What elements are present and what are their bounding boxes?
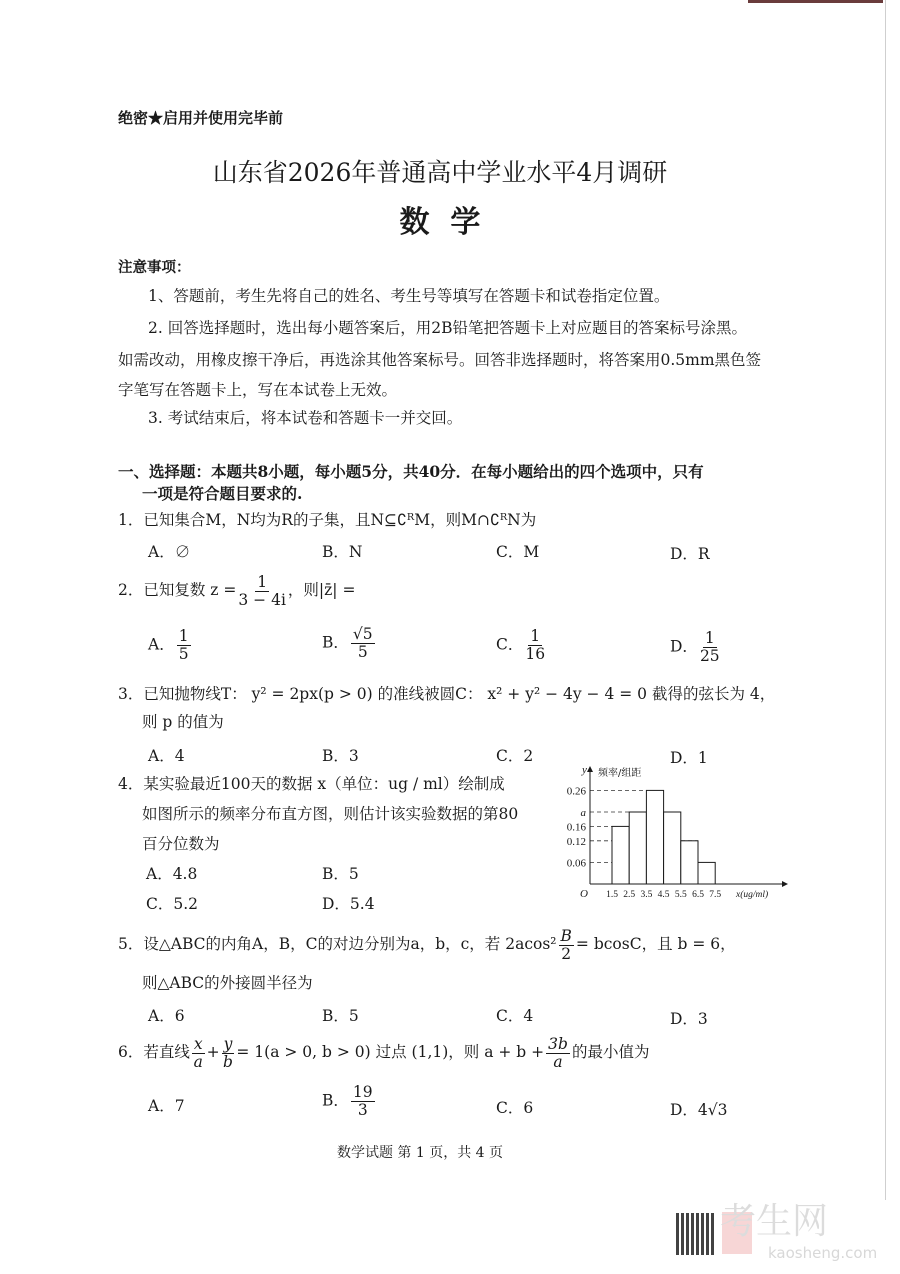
- histogram-bar: [629, 812, 646, 884]
- q6-b-frac: [351, 1084, 375, 1119]
- y-tick-label: 0.16: [566, 821, 586, 834]
- q6-f2-num: y: [223, 1034, 233, 1053]
- q3-option-a: A．4: [148, 747, 185, 765]
- q6-option-c: C．6: [496, 1099, 534, 1117]
- watermark-brand: 考生网: [720, 1201, 829, 1242]
- q6-option-a: A．7: [148, 1097, 185, 1115]
- q6-option-d: D．4√3: [670, 1101, 728, 1119]
- q6-frac-2: [222, 1036, 235, 1071]
- page-footer: 数学试题 第 1 页，共 4 页: [336, 1145, 504, 1161]
- x-axis-label: x(ug/ml): [736, 890, 769, 900]
- q6-f1-num: x: [193, 1034, 203, 1053]
- q3-option-b: B．3: [322, 747, 359, 765]
- x-tick-label: 2.5: [623, 890, 636, 900]
- q2-b-num: √5: [352, 625, 373, 643]
- x-axis-arrow: [782, 881, 788, 887]
- q5-frac: [559, 928, 574, 963]
- q2-option-b: [322, 626, 377, 661]
- frequency-histogram: [560, 764, 790, 904]
- y-tick-label: 0.26: [566, 785, 586, 798]
- q5-num: B: [560, 926, 572, 945]
- x-tick-label: 6.5: [692, 890, 704, 900]
- q1-option-a: A．∅: [148, 543, 191, 561]
- confidential-label: 绝密★启用并使用完毕前: [118, 109, 284, 127]
- q3-stem-cont: 则 p 的值为: [142, 713, 224, 731]
- q2-num: 1: [257, 572, 268, 591]
- y-axis-label: 频率/组距: [598, 768, 642, 779]
- histogram-bar: [698, 862, 715, 884]
- q2-d-frac: [700, 630, 720, 665]
- q6-post: 的最小值为: [571, 1043, 650, 1061]
- q5-option-b: B．5: [322, 1007, 359, 1025]
- histogram-bar: [681, 841, 698, 884]
- x-tick-label: 1.5: [606, 890, 618, 900]
- q5-pre: 5．设△ABC的内角A，B，C的对边分别为a，b，c，若 2acos²: [118, 935, 557, 953]
- q6-b-den: 3: [357, 1101, 368, 1119]
- q2-den: 3 − 4i: [238, 590, 286, 609]
- q6-b-label: B．: [322, 1091, 349, 1110]
- q4-option-a: A．4.8: [146, 865, 198, 883]
- q2-b-label: B．: [322, 633, 349, 652]
- scan-mark: [748, 0, 883, 3]
- q6-f3-num: 3b: [548, 1034, 568, 1053]
- q3-option-d: D．1: [670, 749, 708, 767]
- q5-option-d: D．3: [670, 1010, 708, 1028]
- x-tick-label: 4.5: [657, 890, 670, 900]
- histogram-bar: [646, 790, 663, 884]
- q6-pre: 6．若直线: [118, 1043, 190, 1061]
- q2-a-label: A．: [148, 635, 175, 654]
- q2-c-num: 1: [530, 627, 541, 645]
- q6-frac-1: [192, 1036, 205, 1071]
- note-2: 2. 回答选择题时，选出每小题答案后，用2B铅笔把答题卡上对应题目的答案标号涂黑。: [148, 319, 747, 337]
- note-1: 1、答题前，考生先将自己的姓名、考生号等填写在答题卡和试卷指定位置。: [148, 287, 670, 305]
- y-tick-label: 0.06: [566, 857, 586, 870]
- q6-f3-den: a: [553, 1052, 563, 1071]
- histogram-bar: [612, 826, 629, 884]
- q4-stem-cont2: 百分位数为: [142, 835, 220, 853]
- q2-c-den: 16: [525, 645, 546, 663]
- q4-option-c: C．5.2: [146, 895, 199, 913]
- y-tick-label: 0.12: [566, 835, 586, 848]
- q6-f1-den: a: [193, 1052, 203, 1071]
- note-2-cont: 如需改动，用橡皮擦干净后，再选涂其他答案标号。回答非选择题时，将答案用0.5mm黑色签: [118, 351, 762, 369]
- q1-option-b: B．N: [322, 543, 363, 561]
- q4-stem: 4．某实验最近100天的数据 x（单位：ug / ml）绘制成: [118, 775, 505, 793]
- page-edge: [885, 0, 886, 1200]
- q2-a-num: 1: [178, 627, 189, 645]
- q2-d-num: 1: [704, 629, 715, 647]
- q2-b-den: 5: [357, 643, 368, 661]
- q6-f2-den: b: [223, 1052, 233, 1071]
- section-heading: 一、选择题：本题共8小题，每小题5分，共40分．在每小题给出的四个选项中，只有: [118, 462, 704, 481]
- q5-stem-cont: 则△ABC的外接圆半径为: [142, 974, 313, 992]
- q6-stem: [118, 1034, 649, 1071]
- y-axis-letter: y: [582, 764, 587, 776]
- q4-option-b: B．5: [322, 865, 359, 883]
- x-tick-label: 5.5: [674, 890, 687, 900]
- x-tick-label: 3.5: [640, 890, 653, 900]
- y-axis-arrow: [587, 766, 593, 772]
- q2-b-frac: [351, 626, 375, 661]
- q6-plus: +: [206, 1043, 220, 1061]
- q3-option-c: C．2: [496, 747, 534, 765]
- q4-stem-cont: 如图所示的频率分布直方图，则估计该实验数据的第80: [142, 805, 519, 823]
- q2-stem: [118, 572, 355, 609]
- exam-title: 山东省2026年普通高中学业水平4月调研: [212, 158, 668, 187]
- subject-title: 数 学: [399, 205, 481, 240]
- q5-stem: [118, 926, 736, 963]
- q1-option-d: D．R: [670, 545, 710, 563]
- q2-c-label: C．: [496, 635, 524, 654]
- q2-option-c: [496, 628, 547, 663]
- q6-frac-3: [546, 1036, 570, 1071]
- note-2-cont2: 字笔写在答题卡上，写在本试卷上无效。: [118, 381, 398, 399]
- q5-option-c: C．4: [496, 1007, 534, 1025]
- qr-code: [676, 1213, 716, 1255]
- q6-mid: = 1(a > 0, b > 0) 过点 (1,1)，则 a + b +: [236, 1043, 545, 1061]
- q2-d-label: D．: [670, 637, 698, 656]
- q4-option-d: D．5.4: [322, 895, 375, 913]
- q2-stem-post: ，则|z̄| =: [287, 581, 356, 599]
- q2-fraction: [238, 574, 286, 609]
- q2-d-den: 25: [699, 647, 720, 665]
- q2-a-frac: [177, 628, 191, 663]
- note-3: 3. 考试结束后，将本试卷和答题卡一并交回。: [148, 409, 463, 427]
- q3-stem: 3．已知抛物线T： y² = 2px(p > 0) 的准线被圆C： x² + y² − 4y − 4 = 0 截得的弦长为 4，: [118, 685, 776, 703]
- q6-b-num: 19: [352, 1083, 373, 1101]
- q2-option-d: [670, 630, 722, 665]
- histogram-bar: [664, 812, 681, 884]
- q6-option-b: [322, 1084, 377, 1119]
- q1-stem: 1．已知集合M，N均为R的子集，且N⊆∁ᴿM，则M∩∁ᴿN为: [118, 511, 537, 529]
- origin-label: O: [580, 888, 588, 900]
- q2-a-den: 5: [178, 645, 189, 663]
- x-tick-label: 7.5: [709, 890, 722, 900]
- q5-post: = bcosC，且 b = 6，: [575, 935, 736, 953]
- notes-heading: 注意事项：: [118, 259, 191, 276]
- q2-c-frac: [525, 628, 545, 663]
- q2-option-a: [148, 628, 193, 663]
- y-tick-label: a: [580, 807, 586, 819]
- q5-den: 2: [561, 944, 572, 963]
- watermark-site: kaosheng.com: [768, 1244, 878, 1262]
- section-heading-cont: 一项是符合题目要求的.: [142, 484, 303, 503]
- q5-option-a: A．6: [148, 1007, 185, 1025]
- q2-stem-pre: 2．已知复数 z =: [118, 581, 237, 599]
- q1-option-c: C．M: [496, 543, 540, 561]
